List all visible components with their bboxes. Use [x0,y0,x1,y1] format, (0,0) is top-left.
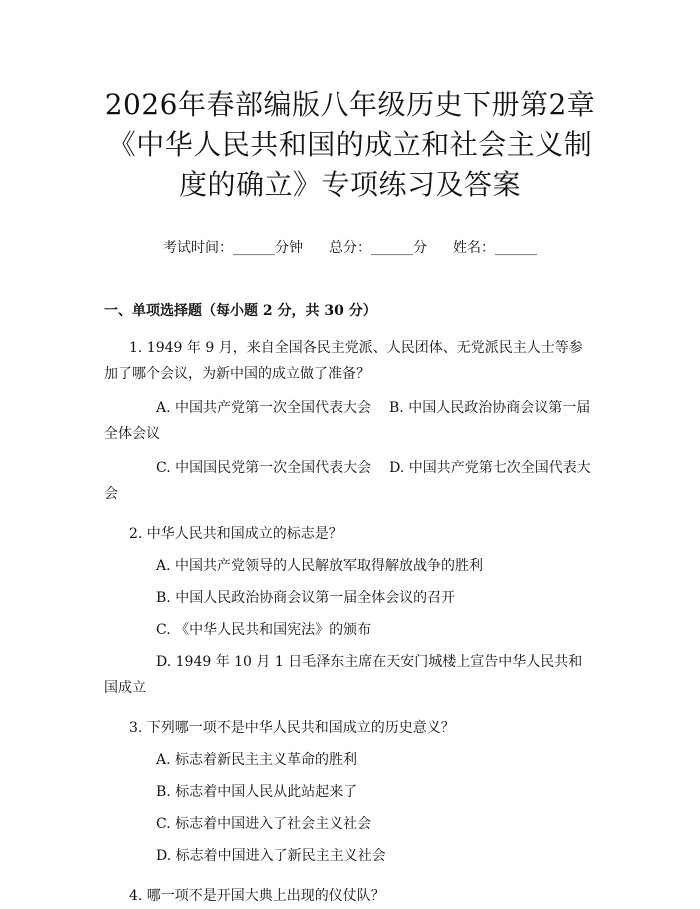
exam-student-name: 姓名：______ [453,240,537,256]
question-1-options-ab [104,395,596,447]
exam-total-score: 总分：______分 [329,240,427,256]
question-3-option-c: C. 标志着中国进入了社会主义社会 [156,816,372,832]
question-3-option-b: B. 标志着中国人民从此站起来了 [156,784,358,800]
question-2-option-b: B. 中国人民政治协商会议第一届全体会议的召开 [156,590,456,606]
section-heading: 一、单项选择题（每小题 2 分，共 30 分） [104,303,377,319]
question-1-stem: 1. 1949 年 9 月，来自全国各民主党派、人民团体、无党派民主人士等参加了哪个会议，为新中国的成立做了准备？ [104,340,583,382]
question-1-option-c: C. 中国国民党第一次全国代表大会 [156,460,372,476]
question-2-stem: 2. 中华人民共和国成立的标志是？ [129,526,343,542]
question-4-stem: 4. 哪一项不是开国大典上出现的仪仗队？ [129,888,385,904]
question-2-option-d: D. 1949 年 10 月 1 日毛泽东主席在天安门城楼上宣告中华人民共和国成立 [104,654,583,696]
question-1-option-b: B. 中国人民政治协商会议第一届全体会议 [104,400,591,442]
document-title: 2026年春部编版八年级历史下册第2章《中华人民共和国的成立和社会主义制度的确立》专项练习及答案 [104,88,596,201]
question-1-options-cd [104,455,596,507]
exam-info [104,238,596,258]
question-2-option-c: C. 《中华人民共和国宪法》的颁布 [156,622,372,638]
question-1-option-d: D. 中国共产党第七次全国代表大会 [104,460,591,502]
question-3-option-a: A. 标志着新民主主义革命的胜利 [156,752,358,768]
question-1-option-a: A. 中国共产党第一次全国代表大会 [156,400,372,416]
question-2-option-a: A. 中国共产党领导的人民解放军取得解放战争的胜利 [156,558,484,574]
exam-time: 考试时间：______分钟 [163,240,303,256]
question-3-option-d: D. 标志着中国进入了新民主主义社会 [156,848,386,864]
question-3-stem: 3. 下列哪一项不是中华人民共和国成立的历史意义？ [129,720,455,736]
